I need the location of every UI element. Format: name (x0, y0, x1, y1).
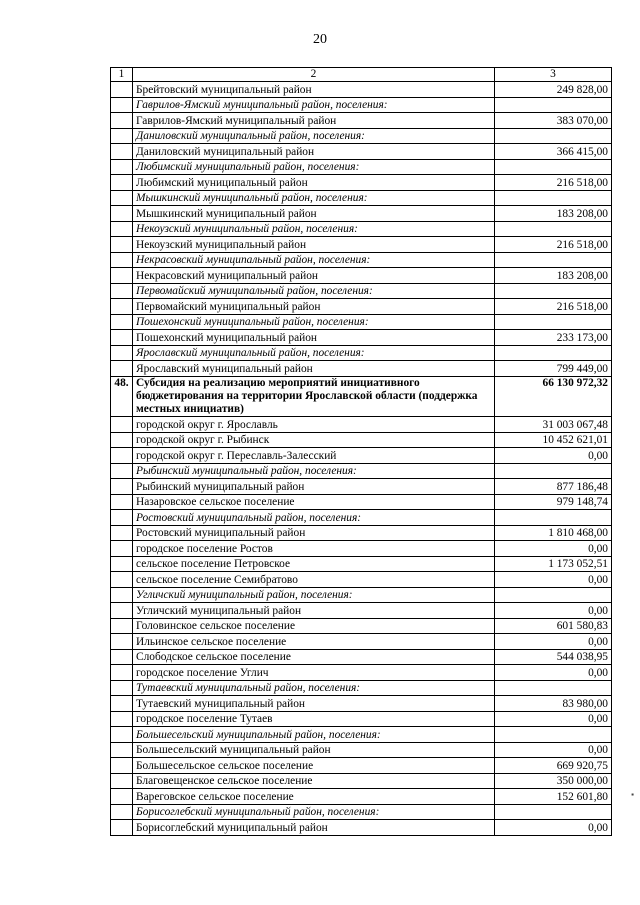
table-row (111, 113, 612, 129)
row-value: 31 003 067,48 (495, 417, 612, 433)
row-number (111, 665, 133, 681)
row-value: 0,00 (495, 541, 612, 557)
table-row (111, 758, 612, 774)
row-name: Даниловский муниципальный район, поселения: (133, 128, 495, 144)
row-name: Борисоглебский муниципальный район, поселения: (133, 804, 495, 820)
row-value (495, 190, 612, 206)
page-number: 20 (313, 32, 327, 47)
subheading-row (111, 680, 612, 696)
row-value: 669 920,75 (495, 758, 612, 774)
row-number (111, 696, 133, 712)
row-number (111, 711, 133, 727)
row-value: 0,00 (495, 711, 612, 727)
row-name: Любимский муниципальный район, поселения: (133, 159, 495, 175)
table-row (111, 634, 612, 650)
section-row (111, 376, 612, 417)
row-number (111, 299, 133, 315)
row-value (495, 680, 612, 696)
row-number (111, 727, 133, 743)
table-row (111, 556, 612, 572)
row-number (111, 820, 133, 836)
row-value (495, 283, 612, 299)
row-name: Ярославский муниципальный район (133, 361, 495, 377)
row-name: Даниловский муниципальный район (133, 144, 495, 160)
row-number (111, 361, 133, 377)
row-value (495, 463, 612, 479)
row-value: 66 130 972,32 (495, 376, 612, 417)
table-row (111, 618, 612, 634)
row-number (111, 448, 133, 464)
row-number: 48. (111, 376, 133, 417)
row-value: 0,00 (495, 634, 612, 650)
subheading-row (111, 314, 612, 330)
row-number (111, 283, 133, 299)
row-number (111, 113, 133, 129)
row-name: сельское поселение Семибратово (133, 572, 495, 588)
row-value: 0,00 (495, 742, 612, 758)
row-number (111, 680, 133, 696)
row-name: Ильинское сельское поселение (133, 634, 495, 650)
row-value (495, 804, 612, 820)
row-value: 249 828,00 (495, 82, 612, 98)
row-name: Благовещенское сельское поселение (133, 773, 495, 789)
row-name: Гаврилов-Ямский муниципальный район (133, 113, 495, 129)
subheading-row (111, 252, 612, 268)
table-header-row (111, 68, 612, 82)
table-row (111, 494, 612, 510)
row-name: Большесельское сельское поселение (133, 758, 495, 774)
row-value: 183 208,00 (495, 268, 612, 284)
row-name: Рыбинский муниципальный район (133, 479, 495, 495)
row-name: Борисоглебский муниципальный район (133, 820, 495, 836)
row-name: городское поселение Углич (133, 665, 495, 681)
subheading-row (111, 345, 612, 361)
row-name: городское поселение Ростов (133, 541, 495, 557)
row-number (111, 541, 133, 557)
table-row (111, 206, 612, 222)
row-number (111, 144, 133, 160)
row-number (111, 603, 133, 619)
row-value (495, 252, 612, 268)
row-value (495, 221, 612, 237)
table-row (111, 299, 612, 315)
row-value: 0,00 (495, 665, 612, 681)
row-name: Субсидия на реализацию мероприятий инициативного бюджетирования на территории Ярославской области (поддержка местных инициатив) (133, 376, 495, 417)
row-value: 544 038,95 (495, 649, 612, 665)
table-row (111, 665, 612, 681)
row-value: 383 070,00 (495, 113, 612, 129)
row-value (495, 159, 612, 175)
row-name: Первомайский муниципальный район, поселения: (133, 283, 495, 299)
row-value: 1 173 052,51 (495, 556, 612, 572)
row-name: Угличский муниципальный район, поселения: (133, 587, 495, 603)
subheading-row (111, 587, 612, 603)
row-name: городской округ г. Ярославль (133, 417, 495, 433)
subheading-row (111, 128, 612, 144)
row-number (111, 634, 133, 650)
row-number (111, 417, 133, 433)
row-name: Ярославский муниципальный район, поселения: (133, 345, 495, 361)
row-value (495, 128, 612, 144)
row-value (495, 727, 612, 743)
row-number (111, 159, 133, 175)
row-name: Ростовский муниципальный район, поселения: (133, 510, 495, 526)
row-number (111, 190, 133, 206)
row-number (111, 789, 133, 805)
header-col-3: 3 (495, 68, 612, 82)
row-number (111, 572, 133, 588)
row-value: 83 980,00 (495, 696, 612, 712)
row-name: Некрасовский муниципальный район, поселения: (133, 252, 495, 268)
subheading-row (111, 463, 612, 479)
row-name: Головинское сельское поселение (133, 618, 495, 634)
table-row (111, 742, 612, 758)
row-name: Большесельский муниципальный район (133, 742, 495, 758)
side-margin-mark: ▪ (631, 790, 634, 799)
row-name: Некрасовский муниципальный район (133, 268, 495, 284)
row-number (111, 494, 133, 510)
subheading-row (111, 190, 612, 206)
row-value: 350 000,00 (495, 773, 612, 789)
table-row (111, 268, 612, 284)
row-number (111, 82, 133, 98)
table-row (111, 711, 612, 727)
row-value: 216 518,00 (495, 299, 612, 315)
row-name: Угличский муниципальный район (133, 603, 495, 619)
row-number (111, 804, 133, 820)
row-name: Рыбинский муниципальный район, поселения: (133, 463, 495, 479)
row-value: 0,00 (495, 448, 612, 464)
row-name: Гаврилов-Ямский муниципальный район, поселения: (133, 97, 495, 113)
table-row (111, 603, 612, 619)
row-number (111, 649, 133, 665)
row-name: Слободское сельское поселение (133, 649, 495, 665)
row-number (111, 618, 133, 634)
row-number (111, 463, 133, 479)
row-name: Некоузский муниципальный район, поселения: (133, 221, 495, 237)
table-body (111, 82, 612, 836)
subheading-row (111, 727, 612, 743)
row-value: 183 208,00 (495, 206, 612, 222)
subheading-row (111, 221, 612, 237)
row-value: 216 518,00 (495, 237, 612, 253)
row-name: Тутаевский муниципальный район, поселения: (133, 680, 495, 696)
row-number (111, 237, 133, 253)
row-number (111, 97, 133, 113)
row-number (111, 432, 133, 448)
row-value: 10 452 621,01 (495, 432, 612, 448)
table-row (111, 696, 612, 712)
table-row (111, 789, 612, 805)
row-name: Мышкинский муниципальный район, поселения: (133, 190, 495, 206)
row-name: Любимский муниципальный район (133, 175, 495, 191)
row-value: 877 186,48 (495, 479, 612, 495)
row-number (111, 587, 133, 603)
row-number (111, 268, 133, 284)
row-value: 366 415,00 (495, 144, 612, 160)
row-number (111, 330, 133, 346)
row-name: городской округ г. Переславль-Залесский (133, 448, 495, 464)
row-value (495, 314, 612, 330)
row-number (111, 773, 133, 789)
table-row (111, 82, 612, 98)
table-row (111, 417, 612, 433)
row-name: городской округ г. Рыбинск (133, 432, 495, 448)
table-row (111, 649, 612, 665)
subheading-row (111, 97, 612, 113)
row-value: 233 173,00 (495, 330, 612, 346)
row-number (111, 128, 133, 144)
row-value (495, 345, 612, 361)
row-number (111, 510, 133, 526)
row-value: 1 810 468,00 (495, 525, 612, 541)
row-value (495, 510, 612, 526)
table-row (111, 572, 612, 588)
row-name: Мышкинский муниципальный район (133, 206, 495, 222)
row-value: 601 580,83 (495, 618, 612, 634)
table-row (111, 330, 612, 346)
row-name: Брейтовский муниципальный район (133, 82, 495, 98)
header-col-2: 2 (133, 68, 495, 82)
table-row (111, 144, 612, 160)
table-row (111, 773, 612, 789)
row-value: 0,00 (495, 603, 612, 619)
row-number (111, 175, 133, 191)
table-row (111, 820, 612, 836)
row-name: Пошехонский муниципальный район (133, 330, 495, 346)
row-name: Первомайский муниципальный район (133, 299, 495, 315)
subheading-row (111, 510, 612, 526)
table-row (111, 361, 612, 377)
table-row (111, 448, 612, 464)
row-number (111, 556, 133, 572)
row-name: Ростовский муниципальный район (133, 525, 495, 541)
subheading-row (111, 159, 612, 175)
row-value (495, 587, 612, 603)
table-row (111, 541, 612, 557)
row-number (111, 221, 133, 237)
table-row (111, 525, 612, 541)
row-number (111, 758, 133, 774)
row-name: Большесельский муниципальный район, поселения: (133, 727, 495, 743)
subheading-row (111, 283, 612, 299)
row-name: Некоузский муниципальный район (133, 237, 495, 253)
row-value: 152 601,80 (495, 789, 612, 805)
subheading-row (111, 804, 612, 820)
row-name: Пошехонский муниципальный район, поселения: (133, 314, 495, 330)
header-col-1: 1 (111, 68, 133, 82)
table-row (111, 175, 612, 191)
row-value: 979 148,74 (495, 494, 612, 510)
table-row (111, 479, 612, 495)
row-name: городское поселение Тутаев (133, 711, 495, 727)
row-value: 216 518,00 (495, 175, 612, 191)
row-number (111, 314, 133, 330)
row-name: Вареговское сельское поселение (133, 789, 495, 805)
row-value: 0,00 (495, 820, 612, 836)
row-number (111, 252, 133, 268)
row-name: Назаровское сельское поселение (133, 494, 495, 510)
row-value: 799 449,00 (495, 361, 612, 377)
row-number (111, 479, 133, 495)
row-number (111, 525, 133, 541)
row-name: Тутаевский муниципальный район (133, 696, 495, 712)
row-number (111, 206, 133, 222)
row-number (111, 345, 133, 361)
row-value (495, 97, 612, 113)
budget-table (110, 67, 612, 836)
row-number (111, 742, 133, 758)
row-name: сельское поселение Петровское (133, 556, 495, 572)
table-row (111, 237, 612, 253)
table-row (111, 432, 612, 448)
row-value: 0,00 (495, 572, 612, 588)
